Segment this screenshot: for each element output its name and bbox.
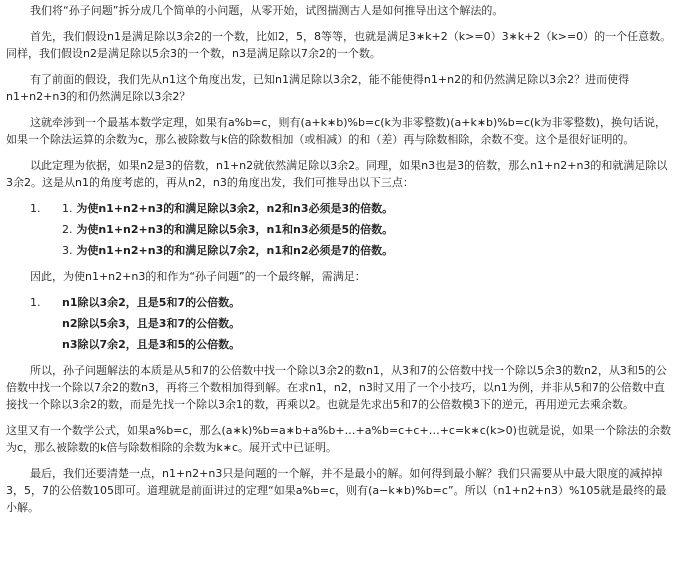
list-text: 为使n1+n2+n3的和满足除以3余2，n2和n3必须是3的倍数。 [76, 202, 394, 215]
paragraph-formula: 这里又有一个数学公式，如果a%b=c，那么(a∗k)%b=a∗b+a%b+…+a%b=c+c+…+c=k∗c(k>0)也就是说，如果一个除法的余数为c，那么被除数的k倍与除数相除的余数为k∗c。展开式中已证明。 [6, 424, 671, 454]
paragraph-derivation: 以此定理为依据，如果n2是3的倍数，n1+n2就依然满足除以3余2。同理，如果n3也是3的倍数，那么n1+n2+n3的和就满足除以3余2。这是从n1的角度考虑的，再从n2，n3的角度出发，我们可推导出以下三点： [6, 159, 668, 189]
list-item [6, 200, 674, 217]
list-marker: 1. [30, 202, 41, 215]
paragraph-therefore: 因此，为使n1+n2+n3的和作为“孙子问题”的一个最终解，需满足： [30, 270, 366, 283]
list-text: n3除以7余2，且是3和5的公倍数。 [62, 338, 241, 351]
list-marker: 1. [30, 296, 41, 309]
list-number: 3. [62, 244, 73, 257]
paragraph-conclusion: 最后，我们还要清楚一点，n1+n2+n3只是问题的一个解，并不是最小的解。如何得到最小解？我们只需要从中最大限度的减掉掉3，5，7的公倍数105即可。道理就是前面讲过的定理“如果a%b=c，则有(a−k∗b)%b=c”。所以（n1+n2+n3）%105就是最终的最小解。 [6, 467, 667, 514]
list-item [6, 294, 674, 311]
list-item [6, 242, 674, 259]
paragraph-theorem: 这就牵涉到一个最基本数学定理，如果有a%b=c，则有(a+k∗b)%b=c(k为非零整数)(a+k∗b)%b=c(k为非零整数)，换句话说，如果一个除法运算的余数为c，那么被除数与k倍的除数相加（或相减）的和（差）再与除数相除，余数不变。这个是很好证明的。 [6, 116, 666, 146]
paragraph-intro: 我们将“孙子问题”拆分成几个简单的小问题，从零开始，试图揣测古人是如何推导出这个解法的。 [30, 4, 504, 17]
list-item [6, 315, 674, 332]
solution-list [6, 294, 674, 353]
conditions-list [6, 200, 674, 259]
paragraph-essence: 所以，孙子问题解法的本质是从5和7的公倍数中找一个除以3余2的数n1，从3和7的公倍数中找一个除以5余3的数n2，从3和5的公倍数中找一个除以7余2的数n3，再将三个数相加得到解。在求n1，n2，n3时又用了一个小技巧，以n1为例，并非从5和7的公倍数中直接找一个除以3余2的数，而是先找一个除以3余1的数，再乘以2。也就是先求出5和7的公倍数模3下的逆元，再用逆元去乘余数。 [6, 364, 667, 411]
list-number: 1. [62, 202, 73, 215]
list-text: n1除以3余2，且是5和7的公倍数。 [62, 296, 241, 309]
list-text: 为使n1+n2+n3的和满足除以7余2，n1和n2必须是7的倍数。 [76, 244, 394, 257]
list-text: n2除以5余3，且是3和7的公倍数。 [62, 317, 241, 330]
list-number: 2. [62, 223, 73, 236]
list-item [6, 221, 674, 238]
paragraph-question: 有了前面的假设，我们先从n1这个角度出发，已知n1满足除以3余2，能不能使得n1+n2的和仍然满足除以3余2？进而使得n1+n2+n3的和仍然满足除以3余2？ [6, 73, 630, 103]
paragraph-assumption: 首先，我们假设n1是满足除以3余2的一个数，比如2，5，8等等，也就是满足3∗k+2（k>=0）3∗k+2（k>=0）的一个任意数。同样，我们假设n2是满足除以5余3的一个数，n3是满足除以7余2的一个数。 [6, 30, 672, 60]
list-text: 为使n1+n2+n3的和满足除以5余3，n1和n3必须是5的倍数。 [76, 223, 394, 236]
list-item [6, 336, 674, 353]
